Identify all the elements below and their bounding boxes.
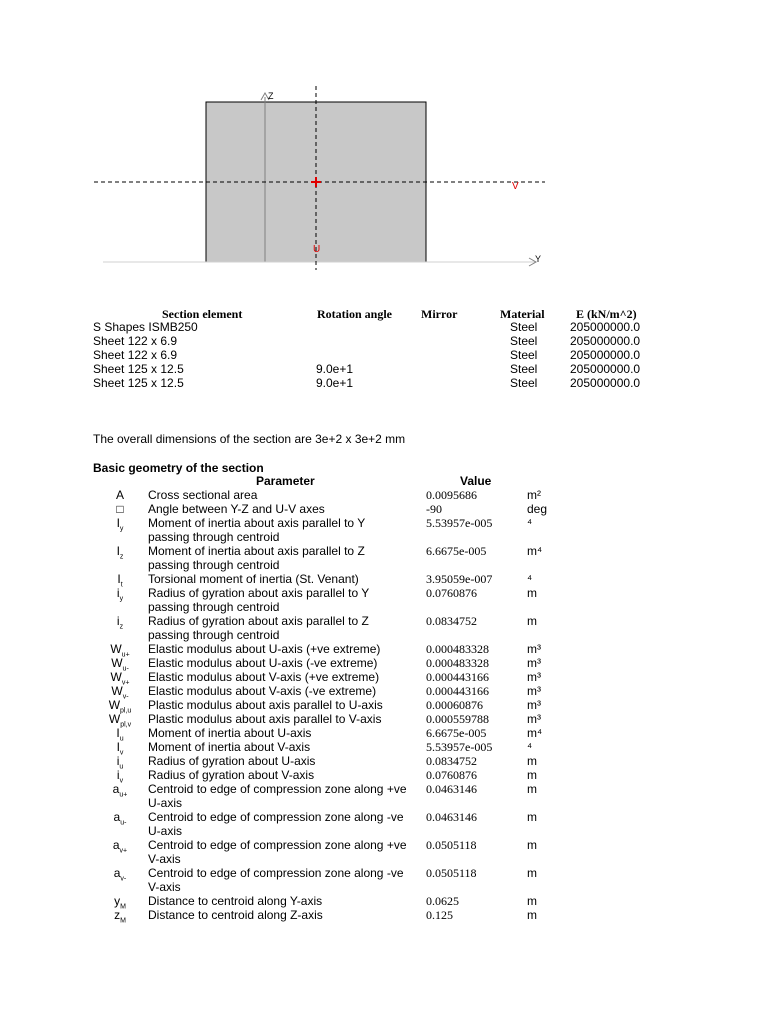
symbol-main: i [116,768,120,782]
geometry-parameter [148,894,322,908]
geometry-parameter [148,502,325,516]
col-header-material: Material [500,307,545,321]
parameter-line: Torsional moment of inertia (St. Venant) [148,572,359,586]
element-cell: Sheet 125 x 12.5 [93,376,184,390]
geometry-parameter [148,656,377,670]
geometry-symbol [100,614,140,630]
parameter-line: passing through centroid [148,600,280,614]
geometry-parameter [148,726,311,740]
geometry-unit: ⁴ [527,572,533,586]
symbol-subscript: u [119,763,124,771]
geometry-unit: m³ [527,670,541,684]
geometry-title: Basic geometry of the section [93,461,264,475]
geometry-value: 0.0625 [426,894,459,908]
parameter-line: Radius of gyration about axis parallel to Y [148,586,370,600]
symbol-subscript: v+ [121,679,130,687]
geometry-unit: ⁴ [527,740,533,754]
element-cell: 205000000.0 [570,348,641,362]
parameter-line: Plastic modulus about axis parallel to U-axis [148,698,383,712]
geometry-value: 0.000443166 [426,670,489,684]
element-cell: 9.0e+1 [316,376,354,390]
geometry-parameter [148,544,365,572]
geometry-value: 0.000483328 [426,642,489,656]
geometry-col-value: Value [460,474,492,488]
geometry-col-parameter: Parameter [256,474,315,488]
parameter-line: passing through centroid [148,530,280,544]
geometry-unit: ⁴ [527,516,533,530]
parameter-line: Moment of inertia about V-axis [148,740,311,754]
symbol-subscript: v [119,749,124,757]
parameter-line: Centroid to edge of compression zone along -ve [148,810,404,824]
symbol-main: A [115,488,124,502]
symbol-subscript: y [119,525,124,533]
element-cell: Sheet 125 x 12.5 [93,362,184,376]
parameter-line: V-axis [148,880,181,894]
geometry-parameter [148,614,369,642]
element-cell: 205000000.0 [570,320,641,334]
symbol-main: z [114,908,121,922]
geometry-value: 0.000559788 [426,712,489,726]
element-cell: 205000000.0 [570,334,641,348]
geometry-unit: m³ [527,684,541,698]
symbol-main: i [116,614,120,628]
geometry-unit: m [527,768,537,782]
parameter-line: Elastic modulus about V-axis (-ve extreme) [148,684,377,698]
geometry-unit: deg [527,502,548,516]
geometry-parameter [148,810,404,838]
overall-dimensions: The overall dimensions of the section are 3e+2 x 3e+2 mm [93,432,406,446]
parameter-line: Radius of gyration about V-axis [148,768,315,782]
symbol-main: a [113,810,121,824]
geometry-value: 0.00060876 [426,698,483,712]
geometry-parameter [148,754,315,768]
geometry-symbol [100,782,140,798]
symbol-main: i [116,754,120,768]
symbol-subscript: y [119,595,124,603]
symbol-subscript: v+ [119,847,128,855]
parameter-line: Elastic modulus about U-axis (+ve extreme) [148,642,381,656]
symbol-main: W [108,712,121,726]
symbol-subscript: t [120,581,123,589]
geometry-parameter [148,642,380,656]
geometry-parameter [148,586,369,614]
symbol-main: a [113,866,121,880]
geometry-value: 0.0505118 [426,866,477,880]
geometry-value: 3.95059e-007 [426,572,493,586]
geometry-unit: m [527,614,537,628]
symbol-subscript: M [120,917,126,925]
geometry-parameter [148,782,407,810]
geometry-parameter [148,488,257,502]
v-axis-label: V [512,181,519,192]
geometry-value: 5.53957e-005 [426,516,493,530]
u-axis-label: U [313,244,321,255]
geometry-parameter [148,516,365,544]
symbol-main: □ [116,502,124,516]
symbol-main: I [116,726,120,740]
z-axis-label: Z [268,91,274,101]
geometry-value: 0.000483328 [426,656,489,670]
geometry-value: 0.0463146 [426,810,477,824]
symbol-subscript: u+ [121,651,130,659]
parameter-line: Moment of inertia about axis parallel to Z [148,544,365,558]
symbol-subscript: z [119,623,124,631]
symbol-main: W [110,642,122,656]
geometry-value: 0.0834752 [426,754,477,768]
geometry-symbol [100,586,140,602]
parameter-line: Centroid to edge of compression zone along -ve [148,866,404,880]
parameter-line: Centroid to edge of compression zone along +ve [148,782,407,796]
element-cell: Sheet 122 x 6.9 [93,348,178,362]
symbol-subscript: u+ [119,791,128,799]
geometry-value: 0.000443166 [426,684,489,698]
geometry-parameter [148,684,376,698]
symbol-main: a [112,782,120,796]
geometry-parameter [148,670,379,684]
geometry-unit: m [527,754,537,768]
parameter-line: Moment of inertia about U-axis [148,726,312,740]
geometry-unit: m³ [527,642,541,656]
geometry-unit: m [527,908,537,922]
geometry-value: 6.6675e-005 [426,544,487,558]
geometry-symbol [100,502,140,516]
geometry-value: 0.0760876 [426,586,477,600]
symbol-main: y [114,894,121,908]
geometry-value: 0.0760876 [426,768,477,782]
geometry-unit: m [527,810,537,824]
symbol-main: a [112,838,120,852]
y-axis-label: Y [535,254,542,264]
parameter-line: Elastic modulus about U-axis (-ve extreme) [148,656,378,670]
col-header-mirror: Mirror [421,307,458,321]
parameter-line: Cross sectional area [148,488,258,502]
element-cell: 205000000.0 [570,376,641,390]
element-cell: Steel [510,348,538,362]
geometry-value: 0.0095686 [426,488,477,502]
symbol-main: i [116,586,120,600]
geometry-value: 0.125 [426,908,453,922]
geometry-unit: m [527,866,537,880]
element-cell: Sheet 122 x 6.9 [93,334,178,348]
parameter-line: U-axis [148,824,183,838]
parameter-line: U-axis [148,796,183,810]
geometry-value: -90 [426,502,442,516]
geometry-unit: m [527,894,537,908]
parameter-line: passing through centroid [148,628,280,642]
element-cell: 205000000.0 [570,362,641,376]
geometry-value: 0.0463146 [426,782,477,796]
symbol-subscript: v [119,777,124,785]
geometry-symbol [100,544,140,560]
geometry-unit: m² [527,488,541,502]
symbol-subscript: v- [120,875,127,883]
geometry-symbol [100,516,140,532]
geometry-unit: m³ [527,712,541,726]
parameter-line: Distance to centroid along Z-axis [148,908,323,922]
geometry-parameter [148,908,323,922]
geometry-parameter [148,572,359,586]
symbol-subscript: pl,v [120,721,132,729]
symbol-subscript: u- [122,665,129,673]
geometry-unit: m [527,586,537,600]
symbol-subscript: M [120,903,126,911]
geometry-parameter [148,698,383,712]
parameter-line: Radius of gyration about axis parallel to Z [148,614,369,628]
element-cell: Steel [510,334,538,348]
parameter-line: V-axis [148,852,181,866]
parameter-line: Moment of inertia about axis parallel to Y [148,516,366,530]
geometry-unit: m [527,782,537,796]
symbol-main: W [111,684,123,698]
symbol-main: I [117,572,121,586]
col-header-rotation: Rotation angle [317,307,392,321]
geometry-symbol [100,866,140,882]
geometry-symbol [100,488,140,502]
symbol-subscript: z [119,553,124,561]
symbol-main: W [108,698,121,712]
element-cell: Steel [510,320,538,334]
element-cell: Steel [510,376,538,390]
symbol-main: I [116,516,120,530]
col-header-element: Section element [162,307,243,321]
symbol-subscript: u- [120,819,127,827]
element-cell: Steel [510,362,538,376]
symbol-subscript: u [119,735,124,743]
element-cell: 9.0e+1 [316,362,354,376]
geometry-unit: m⁴ [527,544,543,558]
geometry-symbol [100,908,140,924]
geometry-value: 5.53957e-005 [426,740,493,754]
col-header-e: E (kN/m^2) [576,307,637,321]
geometry-parameter [148,712,381,726]
geometry-symbol [100,810,140,826]
section-diagram [0,0,768,300]
geometry-unit: m³ [527,656,541,670]
geometry-unit: m⁴ [527,726,543,740]
parameter-line: Centroid to edge of compression zone along +ve [148,838,407,852]
geometry-value: 6.6675e-005 [426,726,487,740]
geometry-unit: m³ [527,698,541,712]
symbol-subscript: pl,u [120,707,132,715]
parameter-line: Radius of gyration about U-axis [148,754,316,768]
geometry-parameter [148,740,310,754]
geometry-parameter [148,838,407,866]
geometry-symbol [100,838,140,854]
symbol-main: W [111,656,123,670]
geometry-parameter [148,768,314,782]
geometry-value: 0.0505118 [426,838,477,852]
symbol-main: I [116,544,120,558]
parameter-line: Distance to centroid along Y-axis [148,894,323,908]
element-cell: S Shapes ISMB250 [93,320,198,334]
geometry-parameter [148,866,404,894]
symbol-main: W [110,670,122,684]
symbol-subscript: v- [122,693,129,701]
symbol-main: I [116,740,120,754]
parameter-line: Plastic modulus about axis parallel to V-axis [148,712,382,726]
geometry-value: 0.0834752 [426,614,477,628]
parameter-line: Elastic modulus about V-axis (+ve extreme) [148,670,380,684]
parameter-line: Angle between Y-Z and U-V axes [148,502,325,516]
geometry-unit: m [527,838,537,852]
parameter-line: passing through centroid [148,558,280,572]
